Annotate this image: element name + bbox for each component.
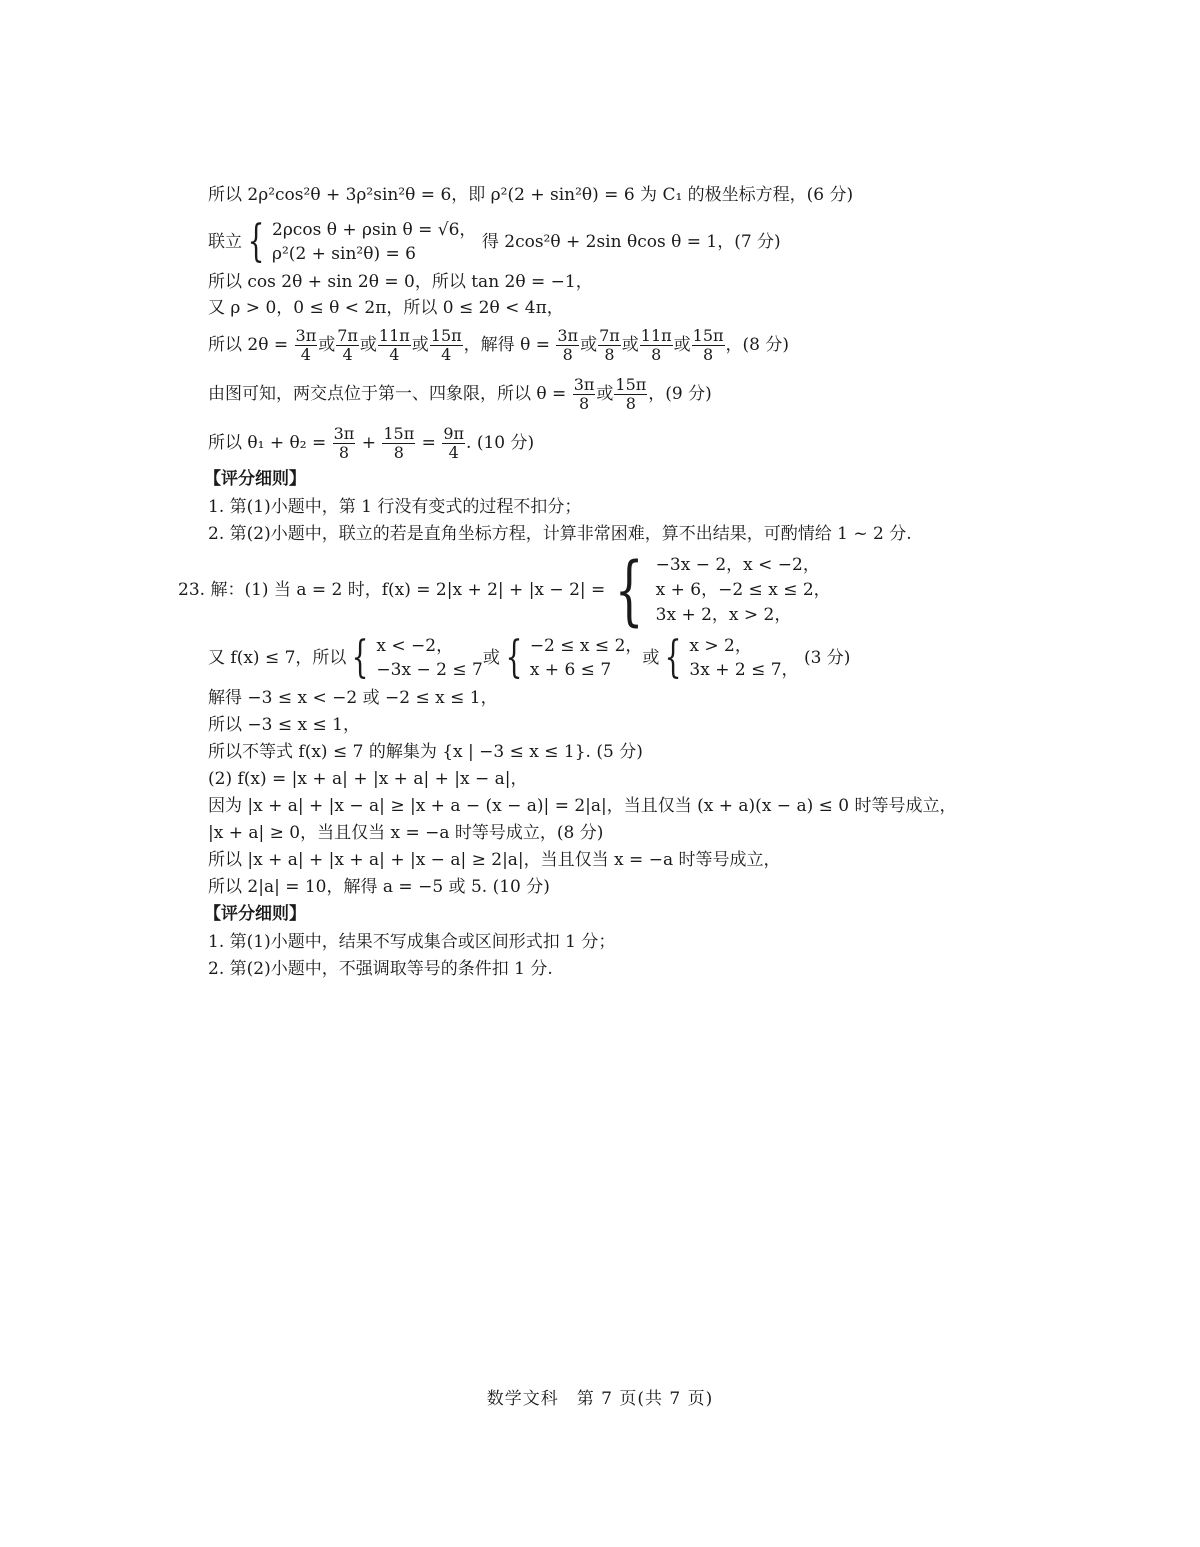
q22-rubric-item-1: 1. 第(1)小题中，第 1 行没有变式的过程不扣分； [208,497,582,517]
brace-icon: { [352,632,369,683]
equation-system: −2 ≤ x ≤ 2， x + 6 ≤ 7 [529,636,643,680]
q23-line-solve: 解得 −3 ≤ x < −2 或 −2 ≤ x ≤ 1， [208,688,498,708]
q22-line-solutions: 所以 2θ = $\frac{3\pi}{4}$ 或 $\frac{7\pi}{4}$ 或 $\frac{11\pi}{4}$ 或 $\frac{15\pi}{4}$ ，解得 θ = $\frac{3\pi}{8}$ 或 $\frac{7\pi}{8}$ 或 $\frac{11\pi}{8}$ 或 $\frac{15\pi}{8}$ ，(8 分) [208,326,790,364]
fraction: $\frac{11\pi}{4}$ [378,326,410,364]
q22-rubric-heading: 【评分细则】 [204,469,306,489]
q23-line-triangle-ineq: 因为 |x + a| + |x − a| ≥ |x + a − (x − a)| = 2|a|，当且仅当 (x + a)(x − a) ≤ 0 时等号成立， [208,796,957,816]
q22-line-polar-equation: 所以 2ρ²cos²θ + 3ρ²sin²θ = 6，即 ρ²(2 + sin²θ) = 6 为 C₁ 的极坐标方程，(6 分) [208,185,854,205]
q22-line-quadrants: 由图可知，两交点位于第一、四象限，所以 θ = $\frac{3\pi}{8}$ 或 $\frac{15\pi}{8}$ ，(9 分) [208,375,712,413]
page-footer: 数学文科 第 7 页(共 7 页) [486,1389,714,1409]
fraction: $\frac{3\pi}{8}$ [333,424,355,462]
q22-line-tan: 所以 cos 2θ + sin 2θ = 0，所以 tan 2θ = −1， [208,272,593,292]
fraction: $\frac{9\pi}{4}$ [443,424,465,462]
q23-rubric-item-1: 1. 第(1)小题中，结果不写成集合或区间形式扣 1 分； [208,932,616,952]
fraction: $\frac{7\pi}{4}$ [337,326,358,364]
q23-line-solution-set: 所以不等式 f(x) ≤ 7 的解集为 {x | −3 ≤ x ≤ 1}. (5 分) [208,742,643,762]
fraction: $\frac{3\pi}{8}$ [573,375,595,413]
equation-system: x > 2， 3x + 2 ≤ 7， [689,636,799,680]
brace-icon: { [505,632,523,683]
fraction: $\frac{15\pi}{8}$ [383,424,415,462]
q22-line-system: 联立 { 2ρcos θ + ρsin θ = √6， ρ²(2 + sin²θ) = 6 得 2cos²θ + 2sin θcos θ = 1，(7 分) [208,216,781,267]
q22-line-sum: 所以 θ₁ + θ₂ = $\frac{3\pi}{8}$ + $\frac{15\pi}{8}$ = $\frac{9\pi}{4}$ . (10 分) [208,424,535,462]
piecewise-function: −3x − 2，x < −2， x + 6，−2 ≤ x ≤ 2， 3x + 2，x > 2， [655,554,831,625]
q22-line-range: 又 ρ > 0，0 ≤ θ < 2π，所以 0 ≤ 2θ < 4π， [208,298,564,318]
q23-rubric-heading: 【评分细则】 [204,904,306,924]
equation-system: 2ρcos θ + ρsin θ = √6， ρ²(2 + sin²θ) = 6 [272,220,477,264]
brace-icon: { [664,632,682,683]
brace-icon: { [614,545,644,634]
brace-icon: { [247,216,265,267]
equation-system: x < −2， −3x − 2 ≤ 7 [376,636,483,680]
q22-rubric-item-2: 2. 第(2)小题中，联立的若是直角坐标方程，计算非常困难，算不出结果，可酌情给 1 ~ 2 分. [208,524,912,544]
q23-line-piecewise: 23. 解：(1) 当 a = 2 时，f(x) = 2|x + 2| + |x − 2| = { −3x − 2，x < −2， x + 6，−2 ≤ x ≤ 2， 3x + 2，x > 2， [178,545,831,634]
fraction: $\frac{15\pi}{8}$ [615,375,647,413]
fraction: $\frac{15\pi}{4}$ [430,326,462,364]
fraction: $\frac{15\pi}{8}$ [692,326,724,364]
q23-line-range: 所以 −3 ≤ x ≤ 1， [208,715,360,735]
q23-line-answer: 所以 2|a| = 10，解得 a = −5 或 5. (10 分) [208,877,550,897]
q23-rubric-item-2: 2. 第(2)小题中，不强调取等号的条件扣 1 分. [208,959,553,979]
q23-line-part2: (2) f(x) = |x + a| + |x + a| + |x − a|， [208,769,528,789]
fraction: $\frac{3\pi}{4}$ [295,326,317,364]
fraction: $\frac{3\pi}{8}$ [557,326,579,364]
q23-line-systems: 又 f(x) ≤ 7，所以 { x < −2， −3x − 2 ≤ 7 或 { −2 ≤ x ≤ 2， x + 6 ≤ 7 或 { x > 2， 3x + 2 ≤ 7， (3 分) [208,632,851,683]
fraction: $\frac{11\pi}{8}$ [640,326,672,364]
fraction: $\frac{7\pi}{8}$ [599,326,620,364]
q23-line-combined: 所以 |x + a| + |x + a| + |x − a| ≥ 2|a|，当且仅当 x = −a 时等号成立， [208,850,781,870]
q23-line-nonneg: |x + a| ≥ 0，当且仅当 x = −a 时等号成立，(8 分) [208,823,604,843]
